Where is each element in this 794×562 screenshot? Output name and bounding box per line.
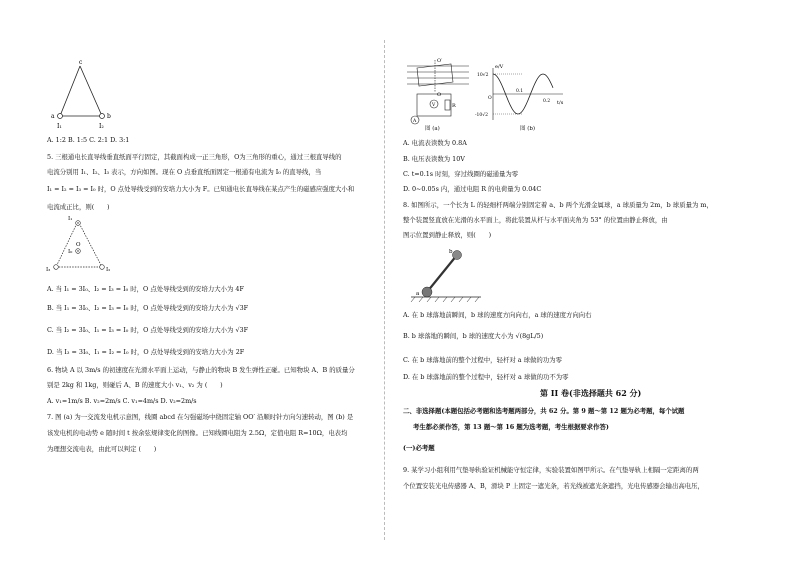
q5-option-c: C. 当 I₂ = 3I₀、I₁ = I₃ = I₀ 时，O 点处导线受到的安培力大小为 √3F <box>47 326 249 334</box>
fig-b-t-axis: t/s <box>557 100 564 106</box>
q8-option-a: A. 在 b 球落地前瞬间，b 球的速度方向向右，a 球的速度方向向右 <box>403 311 592 319</box>
q5-option-a: A. 当 I₁ = 3I₀、I₂ = I₃ = I₀ 时，O 点处导线受到的安培力大小为 4F <box>47 285 244 293</box>
fig1-label-c: c <box>79 59 83 66</box>
q6-options: A. v₁=1m/s B. v₂=2m/s C. v₁=4m/s D. v₂=2m/s <box>47 397 197 405</box>
q5-option-b: B. 当 I₁ = 3I₀、I₂ = I₃ = I₀ 时，O 点处导线受到的安培力大小为 √3F <box>47 304 249 312</box>
triangle-figure-2 <box>46 215 111 273</box>
fig1-label-i2: I₂ <box>99 123 104 130</box>
q8-option-b: B. b 球落地的瞬间，b 球的速度大小为 √(8gL/5) <box>403 332 544 340</box>
triangle-figure-1 <box>51 58 135 134</box>
fig2-label-i3: I₃ <box>46 267 51 273</box>
fig2-label-o: O <box>76 242 81 248</box>
q8-line3: 图示位置到静止释放，则( ) <box>403 231 492 239</box>
q6-line1: 6. 物块 A 以 3m/s 的初速度在光滑水平面上运动，与静止的物块 B 发生弹性正碰。已知物块 A、B 的质量分 <box>47 366 355 374</box>
fig1-label-a: a <box>51 113 55 120</box>
fig-a-a: A <box>413 119 417 124</box>
fig-b-caption: 图 (b) <box>520 126 536 132</box>
fig-b-x1: 0.1 <box>516 89 524 94</box>
part2-intro-line2: 考生都必须作答，第 13 题～第 16 题为选考题，考生根据要求作答) <box>413 423 609 431</box>
q5-line3: I₁ = I₂ = I₃ = I₀ 时，O 点处导线受到的安培力大小为 F。已知通电长直导线在某点产生的磁感应强度大小和 <box>47 185 355 193</box>
fig2-label-i2: I₂ <box>106 267 111 273</box>
fig-b-origin: O <box>488 96 492 101</box>
part2-intro-line1: 二、非选择题(本题包括必考题和选考题两部分，共 62 分。第 9 题～第 12 题为必考题，每个试题 <box>403 407 685 415</box>
q9-line2: 个位置安装光电传感器 A、B，滑块 P 上固定一遮光条，若光线被遮光条遮挡，光电传感器会输出高电压， <box>403 482 704 490</box>
rod-balls-figure <box>409 245 489 305</box>
fig2-label-i0: I₀ <box>68 249 73 255</box>
q7-option-c: C. t=0.1s 时刻，穿过线圈的磁通量为零 <box>403 170 519 178</box>
fig2-label-i1: I₁ <box>68 216 73 222</box>
q7-line3: 为理想交流电表，由此可以判定 ( ) <box>47 445 157 453</box>
column-divider <box>384 40 385 540</box>
q7-option-a: A. 电流表读数为 0.8A <box>403 139 467 147</box>
q5-option-d: D. 当 I₃ = 3I₀、I₁ = I₂ = I₀ 时，O 点处导线受到的安培力大小为 2F <box>47 348 245 356</box>
fig-b-x2: 0.2 <box>543 99 551 104</box>
q5-line1: 5. 三根通电长直导线垂直纸面平行固定，其截面构成一正三角形，O为三角形的重心，通过三根直导线的 <box>47 153 342 161</box>
fig1-label-i1: I₁ <box>57 123 62 130</box>
q7-option-b: B. 电压表读数为 10V <box>403 155 465 163</box>
fig-b-y-top: 10√2 <box>477 73 489 78</box>
fig3-label-b: b <box>449 249 453 255</box>
fig-a-o-prime: O′ <box>437 58 443 64</box>
q7-line2: 该发电机的电动势 e 随时间 t 按余弦规律变化的图像。已知线圈电阻为 2.5Ω，定值电阻 R=10Ω，电表均 <box>47 429 348 437</box>
q8-option-c: C. 在 b 球落地前的整个过程中，轻杆对 a 球做的功为零 <box>403 356 562 364</box>
q8-line2: 整个装置竖直放在光滑的水平面上，将此装置从杆与水平面夹角为 53° 的位置由静止释放，由 <box>403 216 668 224</box>
q7-option-d: D. 0~0.05s 内，通过电阻 R 的电荷量为 0.04C <box>403 185 542 193</box>
emf-graph-figure-b <box>475 64 567 124</box>
generator-figure-a <box>403 58 473 130</box>
fig-b-y-bot: -10√2 <box>475 113 488 118</box>
q8-line1: 8. 如图所示，一个长为 L 的轻细杆两端分别固定着 a、b 两个光滑金属球，a 球质量为 2m，b 球质量为 m， <box>403 201 713 209</box>
q4-options: A. 1:2 B. 1:5 C. 2:1 D. 3:1 <box>47 136 130 144</box>
fig-a-o: O <box>437 92 442 98</box>
required-section-label: (一)必考题 <box>403 444 435 452</box>
q8-option-d: D. 在 b 球落地前的整个过程中，轻杆对 a 球做的功不为零 <box>403 373 569 381</box>
fig-a-r: R <box>452 103 456 109</box>
right-column <box>395 0 794 562</box>
left-column <box>0 0 390 562</box>
q6-line2: 别是 2kg 和 1kg，则碰后 A、B 的速度大小 v₁、v₂ 为 ( ) <box>47 381 223 389</box>
q9-line1: 9. 某学习小组利用气垫导轨验证机械能守恒定律，实验装置如图甲所示。在气垫导轨上相隔一定距离的两 <box>403 466 699 474</box>
q7-line1: 7. 图 (a) 为一交流发电机示意图，线圈 abcd 在匀强磁场中绕固定轴 OO′ 沿顺时针方向匀速转动，图 (b) 是 <box>47 413 354 421</box>
q5-line2: 电流分别用 I₁、I₂、I₃ 表示，方向如图。现在 O 点垂直纸面固定一根通有电流为 I₀ 的直导线，当 <box>47 168 322 176</box>
fig-a-v: V <box>432 103 436 108</box>
fig1-label-b: b <box>107 113 111 120</box>
q5-line4: 电流成正比，则( ) <box>47 203 110 211</box>
fig3-label-a: a <box>416 291 420 297</box>
fig-a-caption: 图 (a) <box>425 126 440 132</box>
part2-title: 第 II 卷(非选择题共 62 分) <box>540 388 642 398</box>
fig-b-e-axis: e/V <box>495 64 504 70</box>
